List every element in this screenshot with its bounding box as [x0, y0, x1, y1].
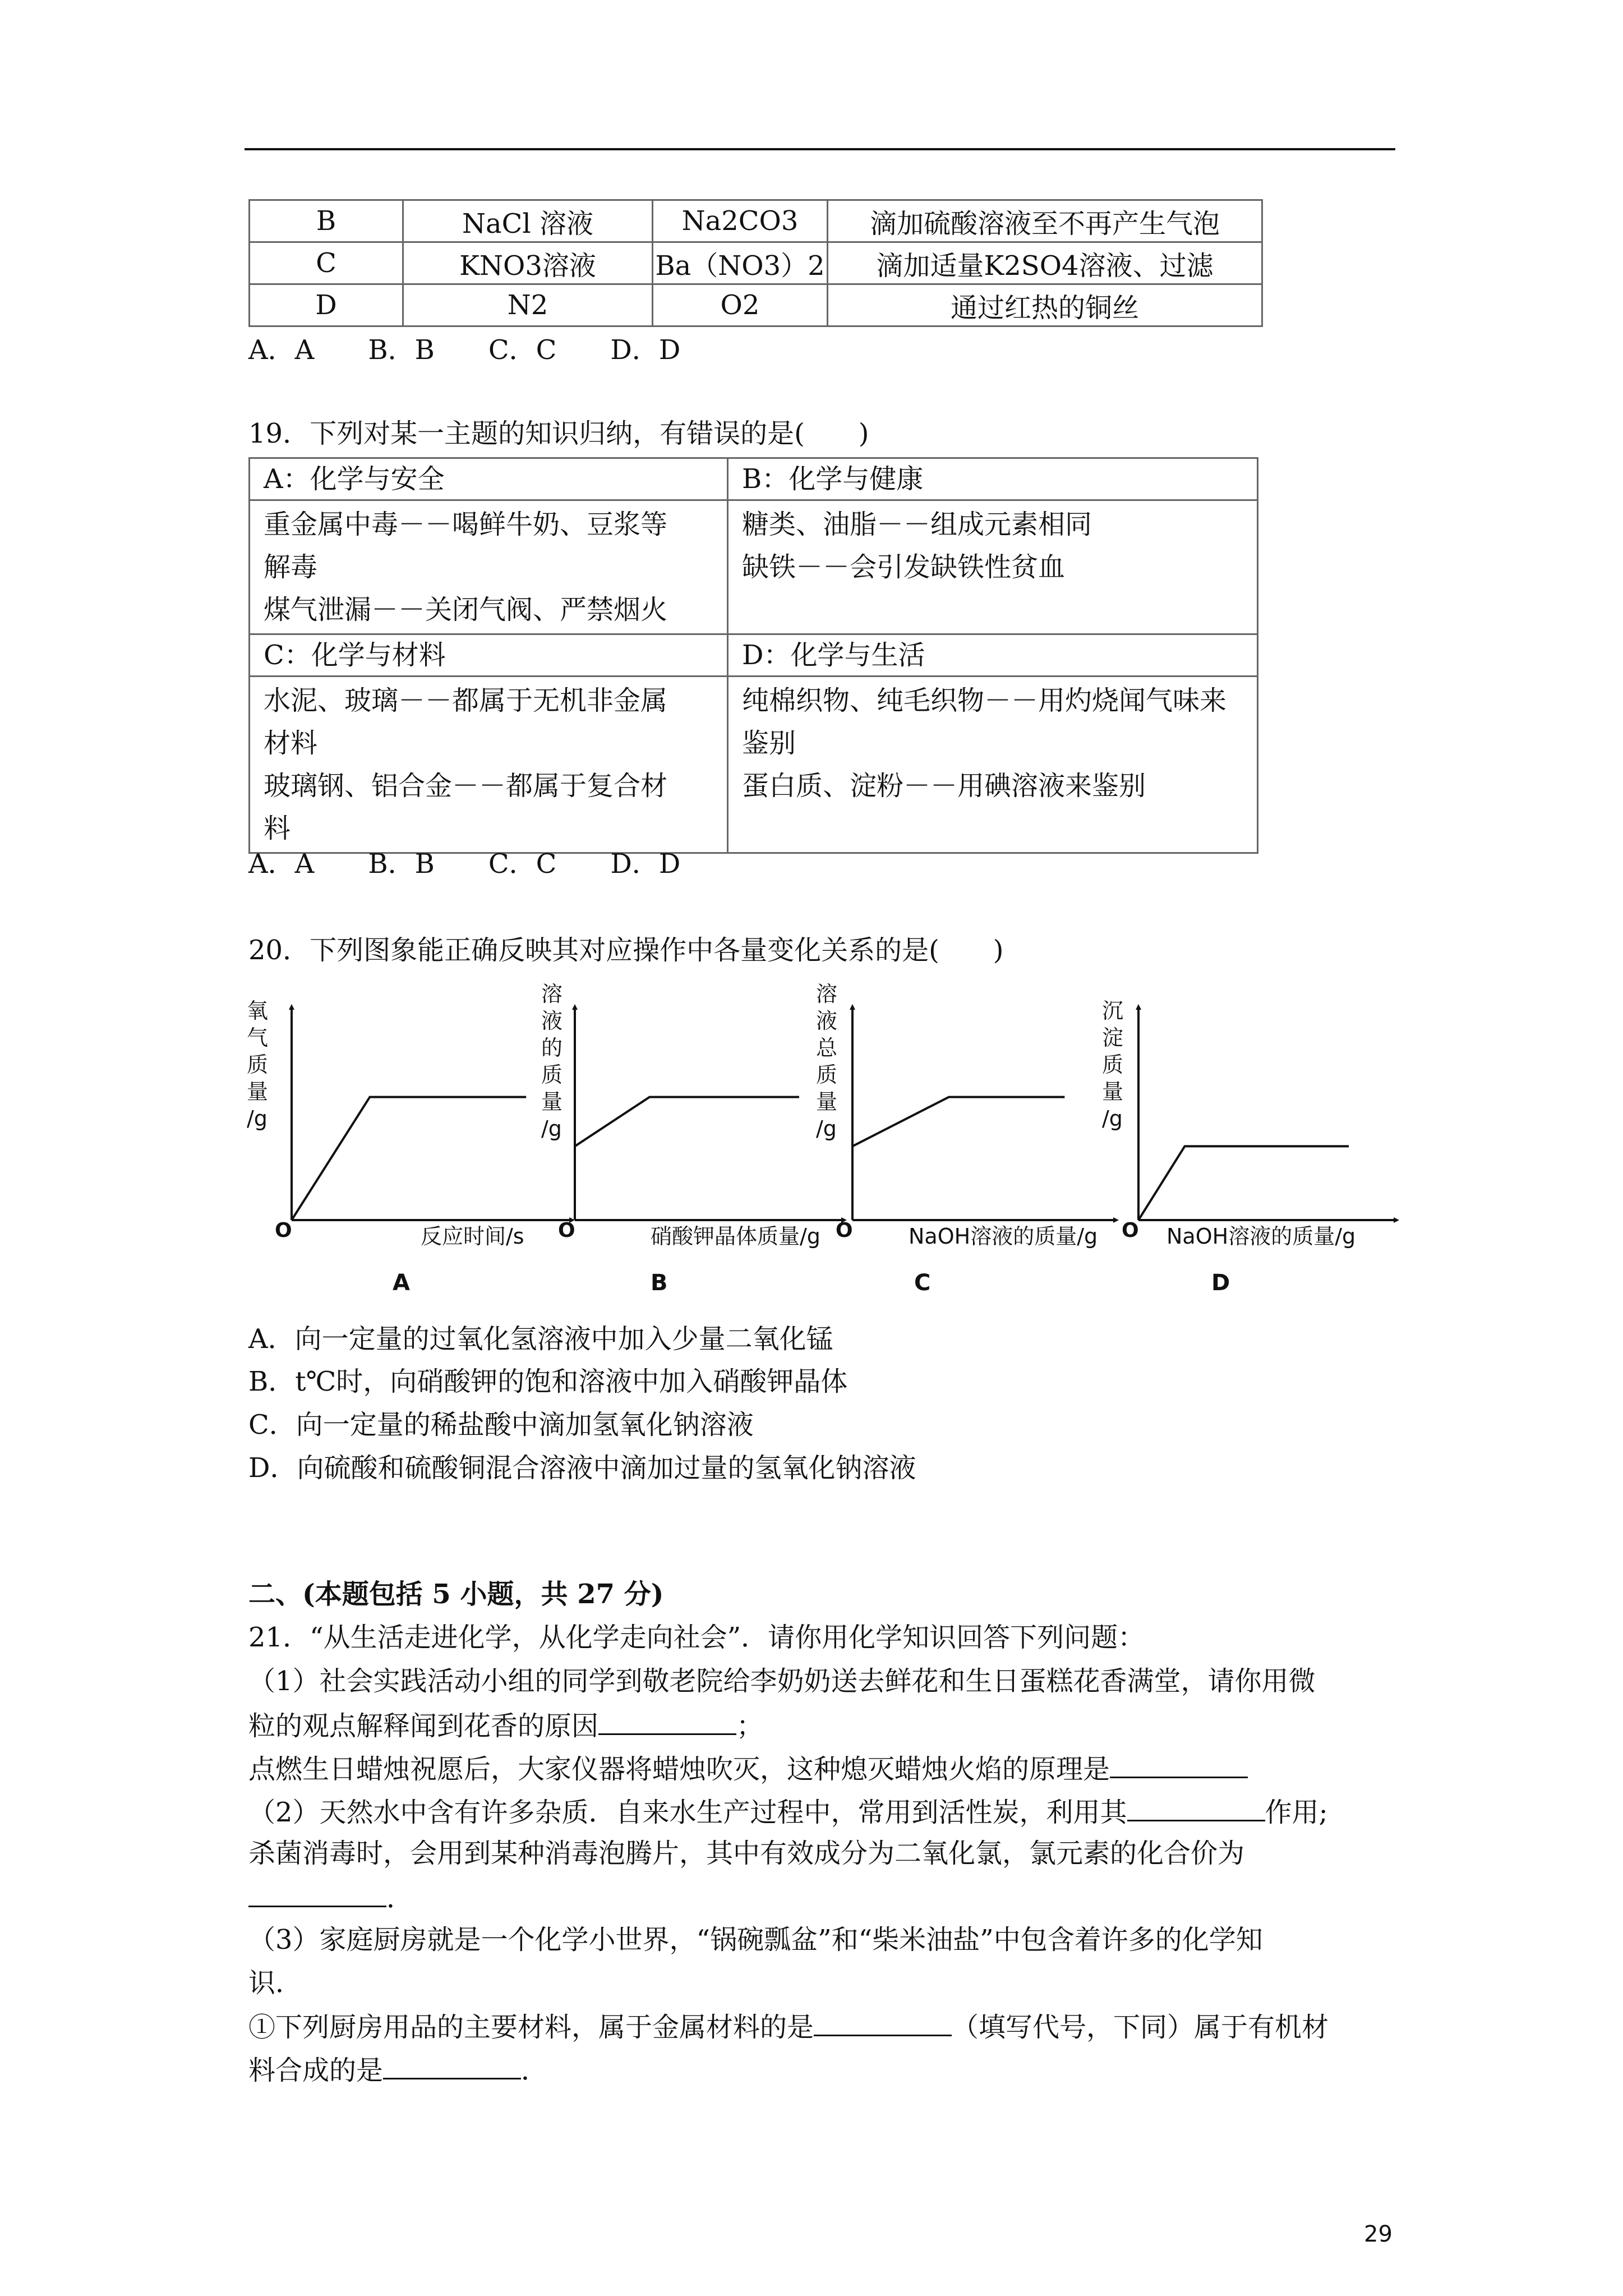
q21-part3-text: ①下列厨房用品的主要材料，属于金属材料的是	[248, 2012, 814, 2043]
q20-option-c: C．向一定量的稀盐酸中滴加氢氧化钠溶液	[248, 1409, 754, 1441]
q20-option-b: B．t℃时，向硝酸钾的饱和溶液中加入硝酸钾晶体	[248, 1366, 848, 1397]
table-cell: Na2CO3	[653, 200, 828, 242]
cell-line: 糖类、油脂－－组成元素相同	[742, 509, 1092, 540]
y-axis-label: 质	[541, 1062, 563, 1087]
q21-part1-end: ；	[736, 1710, 764, 1742]
y-axis-label: 淀	[1102, 1025, 1124, 1050]
q19-table	[248, 457, 1258, 854]
x-axis-label: NaOH溶液的质量/g	[909, 1224, 1098, 1249]
answer-blank[interactable]	[248, 1876, 386, 1907]
q21-part1-line1: （1）社会实践活动小组的同学到敬老院给李奶奶送去鲜花和生日蛋糕花香满堂，请你用微	[248, 1665, 1316, 1697]
q20-option-d: D．向硫酸和硫酸铜混合溶液中滴加过量的氢氧化钠溶液	[248, 1452, 916, 1484]
y-axis-label: /g	[816, 1116, 837, 1141]
table-cell: B	[250, 200, 403, 242]
q21-part2-line1	[248, 1791, 1328, 1833]
y-axis-label: 质	[247, 1052, 269, 1077]
table-cell: 滴加适量K2SO4溶液、过滤	[828, 242, 1262, 284]
y-axis-label: 沉	[1102, 999, 1124, 1023]
x-axis-label: 硝酸钾晶体质量/g	[651, 1224, 820, 1249]
origin-label: O	[1122, 1219, 1139, 1242]
q21-part3-line2: 识．	[248, 1967, 303, 1999]
q18-options: A．A B．B C．C D．D	[248, 334, 681, 366]
q21-part2-line2: 杀菌消毒时，会用到某种消毒泡腾片，其中有效成分为二氧化氯，氯元素的化合价为	[248, 1838, 1245, 1869]
y-axis-label: 量	[247, 1079, 269, 1104]
table-row	[250, 458, 1258, 500]
x-axis-label: 反应时间/s	[421, 1224, 524, 1249]
table-cell	[728, 677, 1258, 853]
table-cell: A：化学与安全	[250, 458, 728, 500]
q21-part3-end: ．	[521, 2055, 548, 2086]
q21-part3-line3	[248, 2005, 1329, 2047]
q18-table	[248, 199, 1263, 327]
q21-part2-line3	[248, 1876, 413, 1918]
table-row	[250, 284, 1262, 326]
x-axis-label: NaOH溶液的质量/g	[1166, 1224, 1356, 1249]
q21-part3-mid: （填写代号，下同）属于有机材	[952, 2012, 1329, 2043]
table-cell: Ba（NO3）2	[653, 242, 828, 284]
y-axis-label: /g	[1102, 1106, 1123, 1131]
table-cell: KNO3溶液	[403, 242, 653, 284]
graph-letter: A	[393, 1270, 410, 1296]
q21-part3-line1: （3）家庭厨房就是一个化学小世界，“锅碗瓢盆”和“柴米油盐”中包含着许多的化学知	[248, 1924, 1263, 1955]
q20-graphs	[247, 979, 1413, 1315]
y-axis-label: 总	[816, 1036, 838, 1060]
table-cell: D：化学与生活	[728, 634, 1258, 677]
series-line	[1138, 1146, 1349, 1220]
q21-stem: 21．“从生活走进化学，从化学走向社会”．请你用化学知识回答下列问题：	[248, 1622, 1145, 1653]
q21-part1-text: 粒的观点解释闻到花香的原因	[248, 1710, 599, 1742]
cell-line: 纯棉织物、纯毛织物－－用灼烧闻气味来	[742, 685, 1227, 716]
table-row	[250, 242, 1262, 284]
page-number: 29	[1364, 2221, 1393, 2247]
answer-blank[interactable]	[1110, 1747, 1248, 1778]
y-axis-label: 溶	[541, 982, 563, 1006]
table-cell	[250, 500, 728, 634]
cell-line: 煤气泄漏－－关闭气阀、严禁烟火	[264, 594, 668, 625]
y-axis-label: /g	[541, 1116, 562, 1141]
y-axis-label: 量	[541, 1089, 563, 1114]
q20-stem: 20．下列图象能正确反映其对应操作中各量变化关系的是( )	[248, 935, 1004, 966]
q21-part1-line3	[248, 1747, 1248, 1789]
table-cell	[728, 500, 1258, 634]
table-cell: 滴加硫酸溶液至不再产生气泡	[828, 200, 1262, 242]
origin-label: O	[275, 1219, 292, 1242]
cell-line: 解毒	[264, 551, 318, 583]
y-axis-label: 液	[816, 1009, 838, 1033]
table-row	[250, 634, 1258, 677]
graph-letter: B	[651, 1270, 668, 1296]
table-cell: C：化学与材料	[250, 634, 728, 677]
table-cell: C	[250, 242, 403, 284]
y-axis-label: 的	[541, 1036, 563, 1060]
y-axis-label: 量	[816, 1089, 838, 1114]
series-line	[292, 1097, 526, 1220]
origin-label: O	[836, 1219, 853, 1242]
table-cell: D	[250, 284, 403, 326]
graph-letter: D	[1211, 1270, 1230, 1296]
y-axis-label: 气	[247, 1025, 269, 1050]
cell-line: 缺铁－－会引发缺铁性贫血	[742, 551, 1066, 583]
table-cell	[250, 677, 728, 853]
q21-part3-text2: 料合成的是	[248, 2055, 384, 2086]
table-cell: B：化学与健康	[728, 458, 1258, 500]
q21-part2-end2: ．	[386, 1883, 414, 1914]
y-axis-label: 质	[816, 1062, 838, 1087]
answer-blank[interactable]	[383, 2049, 521, 2079]
cell-line: 蛋白质、淀粉－－用碘溶液来鉴别	[742, 770, 1146, 802]
table-cell: NaCl 溶液	[403, 200, 653, 242]
cell-line: 重金属中毒－－喝鲜牛奶、豆浆等	[264, 509, 668, 540]
cell-line: 鉴别	[742, 728, 796, 759]
header-rule	[245, 148, 1395, 150]
q19-options: A．A B．B C．C D．D	[248, 848, 681, 880]
q21-part2-end: 作用;	[1265, 1797, 1328, 1828]
q21-part3-line4	[248, 2049, 548, 2091]
table-cell: N2	[403, 284, 653, 326]
section-heading: 二、(本题包括 5 小题，共 27 分)	[248, 1579, 664, 1610]
q21-part2-text: （2）天然水中含有许多杂质．自来水生产过程中，常用到活性炭，利用其	[248, 1797, 1127, 1828]
y-axis-label: 氧	[247, 999, 269, 1023]
cell-line: 材料	[264, 728, 318, 759]
answer-blank[interactable]	[598, 1704, 736, 1735]
y-axis-label: /g	[247, 1106, 268, 1131]
y-axis-label: 质	[1102, 1052, 1124, 1077]
table-row	[250, 677, 1258, 853]
answer-blank[interactable]	[1127, 1791, 1265, 1821]
cell-line: 料	[264, 813, 291, 844]
origin-label: O	[558, 1219, 575, 1242]
table-row	[250, 200, 1262, 242]
table-cell: 通过红热的铜丝	[828, 284, 1262, 326]
cell-line: 玻璃钢、铝合金－－都属于复合材	[264, 770, 668, 802]
q19-stem: 19．下列对某一主题的知识归纳，有错误的是( )	[248, 418, 869, 449]
graph-letter: C	[914, 1270, 931, 1296]
table-row	[250, 500, 1258, 634]
answer-blank[interactable]	[814, 2005, 952, 2036]
y-axis-label: 液	[541, 1009, 563, 1033]
series-line	[575, 1097, 799, 1147]
series-line	[852, 1097, 1064, 1147]
y-axis-label: 量	[1102, 1079, 1124, 1104]
cell-line: 水泥、玻璃－－都属于无机非金属	[264, 685, 668, 716]
y-axis-label: 溶	[816, 982, 838, 1006]
table-cell: O2	[653, 284, 828, 326]
q21-part1-text2: 点燃生日蜡烛祝愿后，大家仪器将蜡烛吹灭，这种熄灭蜡烛火焰的原理是	[248, 1754, 1110, 1785]
q20-option-a: A．向一定量的过氧化氢溶液中加入少量二氧化锰	[248, 1323, 833, 1355]
q21-part1-line2	[248, 1704, 763, 1746]
